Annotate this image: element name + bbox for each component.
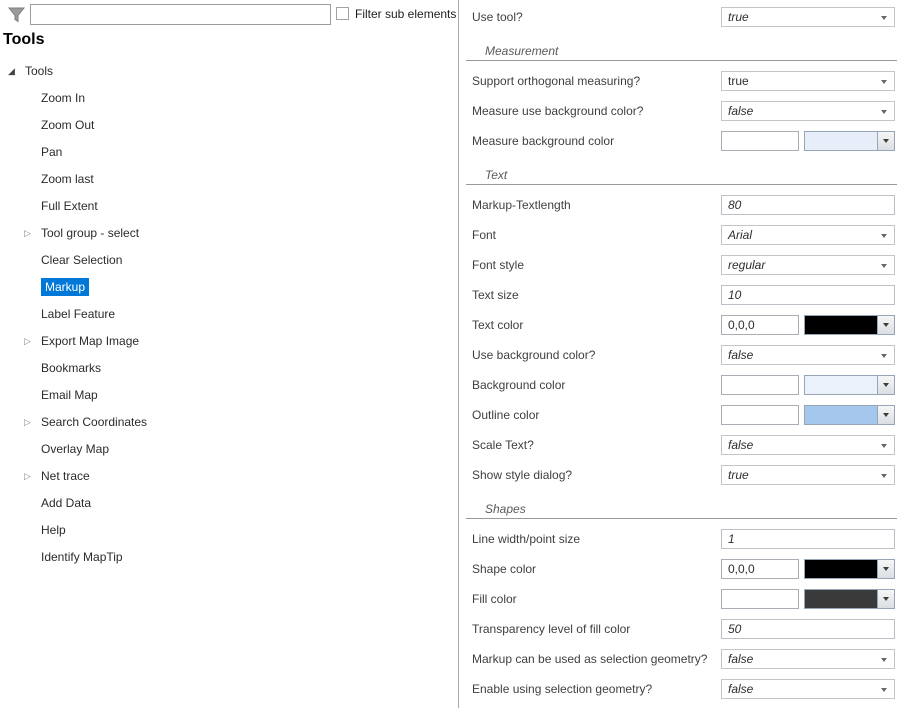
dropdown-measure-use-background-color[interactable] bbox=[721, 101, 895, 121]
tree-item-label-text[interactable]: Help bbox=[41, 523, 66, 537]
tree-item-zoom-in bbox=[0, 85, 458, 112]
input-value: 80 bbox=[728, 198, 742, 212]
input-value: 1 bbox=[728, 532, 735, 546]
tree-item-label[interactable] bbox=[41, 139, 62, 166]
tree-item-label[interactable] bbox=[41, 85, 85, 112]
tree-item-markup bbox=[0, 274, 458, 301]
tree-item-search-coordinates bbox=[0, 409, 458, 436]
color-value-input-shape-color[interactable] bbox=[721, 559, 799, 579]
property-label-fill-color: Fill color bbox=[472, 592, 517, 606]
filter-icon bbox=[8, 7, 25, 24]
property-label-markup-can-be-used-as-selection-geometry: Markup can be used as selection geometry? bbox=[472, 652, 708, 666]
section-divider bbox=[466, 60, 897, 61]
input-text-size[interactable] bbox=[721, 285, 895, 305]
chevron-down-icon[interactable] bbox=[883, 139, 889, 143]
tree-expander-collapsed-icon[interactable]: ▷ bbox=[24, 336, 31, 346]
chevron-down-icon[interactable] bbox=[881, 354, 887, 358]
color-picker-fill-color[interactable] bbox=[804, 589, 895, 609]
property-label-transparency-level-of-fill-color: Transparency level of fill color bbox=[472, 622, 631, 636]
tree-item-label-selected[interactable]: Markup bbox=[41, 278, 89, 296]
property-label-line-width-point-size: Line width/point size bbox=[472, 532, 581, 546]
tree-item-label-text[interactable]: Add Data bbox=[41, 496, 92, 510]
tree-item-label-text[interactable]: Label Feature bbox=[41, 307, 116, 321]
property-label-text-size: Text size bbox=[472, 288, 519, 302]
tree-item-label-text[interactable]: Overlay Map bbox=[41, 442, 110, 456]
tree-item-label[interactable] bbox=[41, 382, 98, 409]
dropdown-use-tool[interactable] bbox=[721, 7, 895, 27]
tree-item-label[interactable] bbox=[25, 58, 53, 85]
color-value: 0,0,0 bbox=[728, 318, 755, 332]
tree-item-label-text[interactable]: Clear Selection bbox=[41, 253, 123, 267]
color-value-input-fill-color[interactable] bbox=[721, 589, 799, 609]
color-value: 0,0,0 bbox=[728, 562, 755, 576]
chevron-down-icon[interactable] bbox=[881, 16, 887, 20]
color-picker-button[interactable] bbox=[877, 376, 894, 394]
tree-expander-expanded-icon[interactable]: ◢ bbox=[8, 66, 15, 76]
property-label-use-background-color: Use background color? bbox=[472, 348, 596, 362]
input-value: 10 bbox=[728, 288, 742, 302]
property-label-enable-using-selection-geometry: Enable using selection geometry? bbox=[472, 682, 653, 696]
chevron-down-icon[interactable] bbox=[881, 110, 887, 114]
tree-item-label[interactable] bbox=[41, 517, 66, 544]
chevron-down-icon[interactable] bbox=[881, 234, 887, 238]
property-label-font: Font bbox=[472, 228, 497, 242]
section-header-shapes: Shapes bbox=[485, 502, 526, 516]
tree-item-label-feature bbox=[0, 301, 458, 328]
tree-item-label-text[interactable]: Net trace bbox=[41, 469, 90, 483]
tree-item-label-text[interactable]: Zoom Out bbox=[41, 118, 95, 132]
tree-item-full-extent bbox=[0, 193, 458, 220]
dropdown-use-background-color[interactable] bbox=[721, 345, 895, 365]
tree-item-label-text[interactable]: Tools bbox=[25, 64, 54, 78]
chevron-down-icon[interactable] bbox=[881, 474, 887, 478]
tree-item-zoom-last bbox=[0, 166, 458, 193]
section-header-measurement: Measurement bbox=[485, 44, 559, 58]
tree-expander-collapsed-icon[interactable]: ▷ bbox=[24, 471, 31, 481]
tree-item-overlay-map bbox=[0, 436, 458, 463]
filter-input[interactable] bbox=[30, 4, 331, 25]
property-label-measure-background-color: Measure background color bbox=[472, 134, 615, 148]
dropdown-value: regular bbox=[728, 258, 766, 272]
color-value-input-outline-color[interactable] bbox=[721, 405, 799, 425]
tree-item-label[interactable] bbox=[41, 463, 90, 490]
tree-item-label[interactable] bbox=[41, 247, 122, 274]
tree-item-label[interactable] bbox=[41, 274, 89, 301]
tree-item-label-text[interactable]: Full Extent bbox=[41, 199, 98, 213]
tree-item-label-text[interactable]: Tool group - select bbox=[41, 226, 140, 240]
input-line-width-point-size[interactable] bbox=[721, 529, 895, 549]
color-picker-outline-color[interactable] bbox=[804, 405, 895, 425]
tree-item-pan bbox=[0, 139, 458, 166]
property-label-font-style: Font style bbox=[472, 258, 525, 272]
tree-item-net-trace bbox=[0, 463, 458, 490]
tree-item-label[interactable] bbox=[41, 409, 147, 436]
property-label-background-color: Background color bbox=[472, 378, 566, 392]
dropdown-value: false bbox=[728, 682, 754, 696]
section-divider bbox=[466, 518, 897, 519]
color-picker-button[interactable] bbox=[877, 316, 894, 334]
chevron-down-icon[interactable] bbox=[881, 688, 887, 692]
tools-tree bbox=[0, 58, 458, 571]
property-label-scale-text: Scale Text? bbox=[472, 438, 534, 452]
tree-item-label-text[interactable]: Identify MapTip bbox=[41, 550, 123, 564]
dropdown-font[interactable] bbox=[721, 225, 895, 245]
color-value-input-text-color[interactable] bbox=[721, 315, 799, 335]
dropdown-value: false bbox=[728, 652, 754, 666]
tree-expander-collapsed-icon[interactable]: ▷ bbox=[24, 417, 31, 427]
tree-item-tools bbox=[0, 58, 458, 85]
tree-item-label-text[interactable]: Bookmarks bbox=[41, 361, 102, 375]
chevron-down-icon[interactable] bbox=[883, 383, 889, 387]
input-transparency-level-of-fill-color[interactable] bbox=[721, 619, 895, 639]
dropdown-font-style[interactable] bbox=[721, 255, 895, 275]
tree-item-zoom-out bbox=[0, 112, 458, 139]
tree-item-export-map-image bbox=[0, 328, 458, 355]
properties-panel bbox=[459, 0, 902, 708]
chevron-down-icon[interactable] bbox=[883, 567, 889, 571]
property-label-outline-color: Outline color bbox=[472, 408, 540, 422]
tree-item-identify-maptip bbox=[0, 544, 458, 571]
tree-expander-collapsed-icon[interactable]: ▷ bbox=[24, 228, 31, 238]
input-value: 50 bbox=[728, 622, 742, 636]
property-label-text-color: Text color bbox=[472, 318, 524, 332]
tree-item-label[interactable] bbox=[41, 544, 123, 571]
dropdown-value: false bbox=[728, 438, 754, 452]
dropdown-value: false bbox=[728, 104, 754, 118]
color-picker-text-color[interactable] bbox=[804, 315, 895, 335]
chevron-down-icon[interactable] bbox=[881, 264, 887, 268]
property-label-markup-textlength: Markup-Textlength bbox=[472, 198, 571, 212]
dropdown-value: true bbox=[728, 10, 749, 24]
tree-item-tool-group-select bbox=[0, 220, 458, 247]
property-label-support-orthogonal-measuring: Support orthogonal measuring? bbox=[472, 74, 641, 88]
chevron-down-icon[interactable] bbox=[883, 323, 889, 327]
tree-item-add-data bbox=[0, 490, 458, 517]
color-picker-background-color[interactable] bbox=[804, 375, 895, 395]
tree-item-label[interactable] bbox=[41, 490, 91, 517]
tree-item-label[interactable] bbox=[41, 301, 115, 328]
tree-item-label-text[interactable]: Export Map Image bbox=[41, 334, 140, 348]
dropdown-value: true bbox=[728, 74, 749, 88]
dropdown-support-orthogonal-measuring[interactable] bbox=[721, 71, 895, 91]
color-picker-button[interactable] bbox=[877, 560, 894, 578]
chevron-down-icon[interactable] bbox=[881, 658, 887, 662]
property-label-use-tool: Use tool? bbox=[472, 10, 523, 24]
tree-item-label[interactable] bbox=[41, 355, 101, 382]
tree-item-label[interactable] bbox=[41, 166, 94, 193]
tree-item-label[interactable] bbox=[41, 328, 139, 355]
dropdown-show-style-dialog[interactable] bbox=[721, 465, 895, 485]
tree-item-label-text[interactable]: Zoom In bbox=[41, 91, 86, 105]
property-label-shape-color: Shape color bbox=[472, 562, 537, 576]
color-value-input-measure-background-color[interactable] bbox=[721, 131, 799, 151]
section-header-text: Text bbox=[485, 168, 508, 182]
tree-item-label-text[interactable]: Pan bbox=[41, 145, 63, 159]
dropdown-value: true bbox=[728, 468, 749, 482]
section-divider bbox=[466, 184, 897, 185]
filter-checkbox-label: Filter sub elements bbox=[355, 7, 457, 21]
color-picker-button[interactable] bbox=[877, 406, 894, 424]
color-picker-measure-background-color[interactable] bbox=[804, 131, 895, 151]
color-picker-button[interactable] bbox=[877, 590, 894, 608]
property-label-show-style-dialog: Show style dialog? bbox=[472, 468, 573, 482]
tree-item-label-text[interactable]: Zoom last bbox=[41, 172, 94, 186]
color-picker-button[interactable] bbox=[877, 132, 894, 150]
dropdown-enable-using-selection-geometry[interactable] bbox=[721, 679, 895, 699]
filter-sub-elements-checkbox[interactable] bbox=[336, 7, 349, 20]
tree-item-bookmarks bbox=[0, 355, 458, 382]
tree-item-label-text[interactable]: Email Map bbox=[41, 388, 98, 402]
chevron-down-icon[interactable] bbox=[883, 413, 889, 417]
color-picker-shape-color[interactable] bbox=[804, 559, 895, 579]
chevron-down-icon[interactable] bbox=[881, 80, 887, 84]
dropdown-value: false bbox=[728, 348, 754, 362]
tree-item-email-map bbox=[0, 382, 458, 409]
chevron-down-icon[interactable] bbox=[883, 597, 889, 601]
tree-item-label-text[interactable]: Search Coordinates bbox=[41, 415, 148, 429]
property-label-measure-use-background-color: Measure use background color? bbox=[472, 104, 644, 118]
tree-item-label[interactable] bbox=[41, 193, 98, 220]
chevron-down-icon[interactable] bbox=[881, 444, 887, 448]
tree-item-label[interactable] bbox=[41, 112, 94, 139]
dropdown-value: Arial bbox=[728, 228, 753, 242]
tree-item-label[interactable] bbox=[41, 436, 109, 463]
tree-item-clear-selection bbox=[0, 247, 458, 274]
color-value-input-background-color[interactable] bbox=[721, 375, 799, 395]
page-title: Tools bbox=[3, 31, 45, 48]
dropdown-markup-can-be-used-as-selection-geometry[interactable] bbox=[721, 649, 895, 669]
tree-item-label[interactable] bbox=[41, 220, 139, 247]
input-markup-textlength[interactable] bbox=[721, 195, 895, 215]
dropdown-scale-text[interactable] bbox=[721, 435, 895, 455]
tree-item-help bbox=[0, 517, 458, 544]
